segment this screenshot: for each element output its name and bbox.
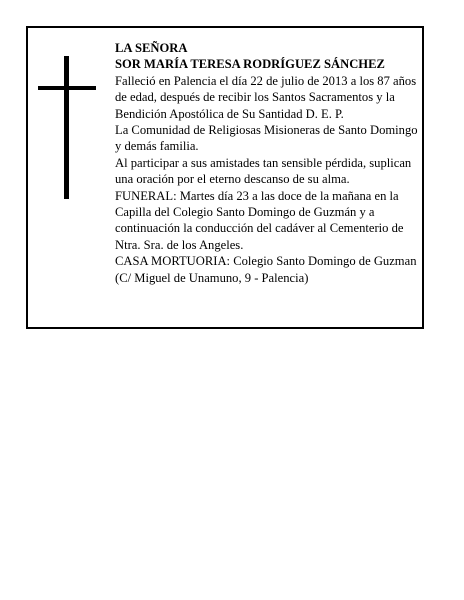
death-details-paragraph: Falleció en Palencia el día 22 de julio de 2013 a los 87 años de edad, después de recibir los Santos Sacramentos y la Bendición Apostólica de Su Santidad D. E. P. [115, 73, 417, 121]
death-notice [26, 26, 424, 329]
family-paragraph: La Comunidad de Religiosas Misioneras de Santo Domingo y demás familia. [115, 123, 418, 154]
notice-text [115, 40, 420, 286]
cross-icon [38, 56, 98, 199]
notice-heading-line1: LA SEÑORA [115, 41, 188, 55]
mortuary-paragraph: CASA MORTUORIA: Colegio Santo Domingo de Guzman (C/ Miguel de Unamuno, 9 - Palencia) [115, 254, 417, 285]
cross-vertical-bar [64, 56, 69, 199]
prayer-request-paragraph: Al participar a sus amistades tan sensible pérdida, suplican una oración por el eterno descanso de su alma. [115, 155, 412, 187]
cross-horizontal-bar [38, 86, 96, 90]
funeral-paragraph: FUNERAL: Martes día 23 a las doce de la mañana en la Capilla del Colegio Santo Domingo de Guzmán y a continuación la conducción del cadáver al Cementerio de Ntra. Sra. de los Angeles. [115, 188, 404, 252]
deceased-name: SOR MARÍA TERESA RODRÍGUEZ SÁNCHEZ [115, 57, 385, 72]
